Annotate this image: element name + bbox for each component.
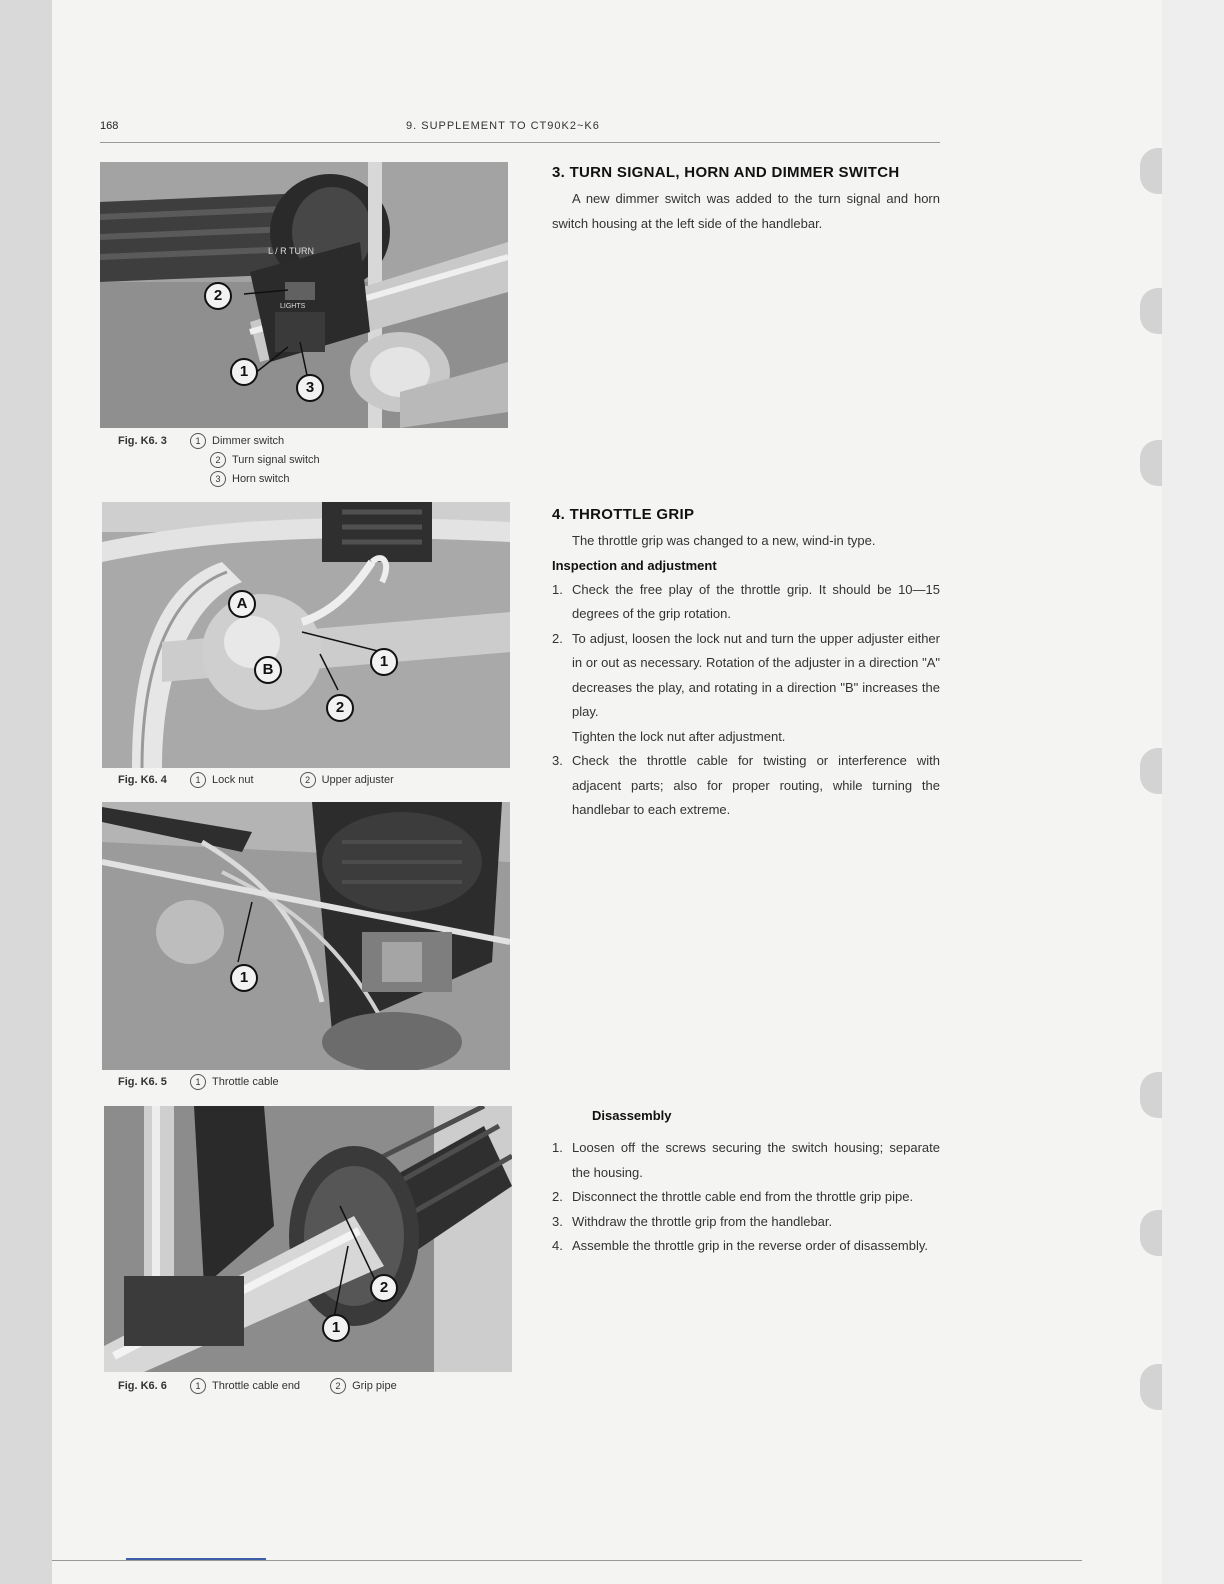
page-tab: [1140, 1364, 1162, 1410]
page-tab: [1140, 1072, 1162, 1118]
callout-1: 1: [370, 648, 398, 676]
footer-rule: [52, 1560, 1082, 1561]
running-header: 9. SUPPLEMENT TO CT90K2~K6: [406, 120, 600, 132]
section-turn-signal: [552, 164, 940, 236]
caption-number: 2: [300, 772, 316, 788]
caption-number: 1: [190, 772, 206, 788]
list-item: [552, 1136, 940, 1185]
step-number: 3.: [552, 1213, 563, 1229]
step-number: 2.: [552, 1189, 563, 1204]
callout-2: 2: [204, 282, 232, 310]
step-text: Withdraw the throttle grip from the handlebar.: [572, 1213, 833, 1229]
step-number: 3.: [552, 753, 563, 768]
caption-number: 2: [210, 452, 226, 468]
marking-lights: LIGHTS: [280, 303, 306, 310]
caption-number: 3: [210, 471, 226, 487]
callout-b: B: [254, 656, 282, 684]
section-heading: 3. TURN SIGNAL, HORN AND DIMMER SWITCH: [552, 164, 900, 181]
step-text: Check the free play of the throttle grip. It should be 10—15 degrees of the grip rotation.: [572, 581, 940, 621]
list-item: [552, 1210, 940, 1235]
step-text: Loosen off the screws securing the switch housing; separate the housing.: [572, 1140, 940, 1180]
page-tab: [1140, 440, 1162, 486]
page-number: 168: [100, 120, 119, 132]
caption-fig-k6-4: [118, 771, 394, 790]
step-number: 1.: [552, 581, 563, 597]
caption-text: Dimmer switch: [212, 435, 285, 447]
caption-text: Upper adjuster: [321, 774, 394, 786]
inspection-steps: [552, 578, 940, 725]
list-item: [552, 749, 940, 823]
step-number: 2.: [552, 630, 563, 646]
section-body: The throttle grip was changed to a new, wind-in type.: [572, 533, 876, 548]
list-item: [552, 1234, 940, 1259]
list-item: [552, 627, 940, 725]
step-number: 4.: [552, 1238, 563, 1253]
photo-switch-housing: [100, 162, 508, 428]
callout-1: 1: [230, 358, 258, 386]
callout-a: A: [228, 590, 256, 618]
section-body: A new dimmer switch was added to the turn signal and horn switch housing at the left side of the handlebar.: [552, 191, 940, 231]
list-item: [552, 578, 940, 627]
section-heading: 4. THROTTLE GRIP: [552, 506, 695, 523]
page-tab: [1140, 288, 1162, 334]
callout-2: 2: [326, 694, 354, 722]
caption-text: Grip pipe: [352, 1380, 397, 1392]
caption-number: 1: [190, 433, 206, 449]
list-item: [552, 1185, 940, 1210]
marking-turn: L / R TURN: [268, 246, 315, 256]
adjustment-note: Tighten the lock nut after adjustment.: [572, 728, 786, 744]
step-text: To adjust, loosen the lock nut and turn the upper adjuster either in or out as necessary. Rotation of the adjuster in a direction "A" decreases the play, and rotating in a direction "B" increases the play.: [572, 630, 940, 719]
photo-throttle-adjuster: [102, 502, 510, 768]
section-throttle-grip: [552, 506, 940, 823]
page-tab: [1140, 748, 1162, 794]
subheading-inspection: Inspection and adjustment: [552, 557, 717, 573]
caption-text: Horn switch: [232, 473, 290, 485]
header-rule: [100, 142, 940, 143]
caption-number: 1: [190, 1378, 206, 1394]
step-text: Check the throttle cable for twisting or interference with adjacent parts; also for proper routing, while turning the handlebar to each extreme.: [572, 753, 940, 817]
caption-text: Throttle cable: [212, 1076, 279, 1088]
caption-text: Throttle cable end: [212, 1380, 301, 1392]
photo-grip-pipe: [104, 1106, 512, 1372]
inspection-steps-continued: [552, 749, 940, 823]
step-number: 1.: [552, 1140, 563, 1155]
callout-2: 2: [370, 1274, 398, 1302]
caption-number: 1: [190, 1074, 206, 1090]
section-disassembly: [552, 1104, 940, 1259]
page-tab: [1140, 1210, 1162, 1256]
caption-fig-k6-5: [118, 1073, 279, 1092]
caption-text: Lock nut: [212, 774, 254, 786]
page-edge: [1162, 0, 1224, 1584]
figure-label: Fig. K6. 6: [118, 1380, 167, 1392]
callout-1: 1: [322, 1314, 350, 1342]
caption-number: 2: [330, 1378, 346, 1394]
photo-throttle-cable: [102, 802, 510, 1070]
figure-label: Fig. K6. 4: [118, 774, 167, 786]
figure-label: Fig. K6. 5: [118, 1076, 167, 1088]
page-tab: [1140, 148, 1162, 194]
callout-1: 1: [230, 964, 258, 992]
footer-mark: [126, 1558, 266, 1560]
subheading-disassembly: Disassembly: [592, 1108, 672, 1123]
caption-text: Turn signal switch: [232, 454, 320, 466]
callout-3: 3: [296, 374, 324, 402]
figure-label: Fig. K6. 3: [118, 435, 167, 447]
step-text: Assemble the throttle grip in the reverse order of disassembly.: [572, 1238, 928, 1253]
step-text: Disconnect the throttle cable end from the throttle grip pipe.: [572, 1189, 914, 1204]
caption-fig-k6-3: [118, 432, 320, 489]
caption-fig-k6-6: [118, 1377, 397, 1396]
disassembly-steps: [552, 1136, 940, 1259]
